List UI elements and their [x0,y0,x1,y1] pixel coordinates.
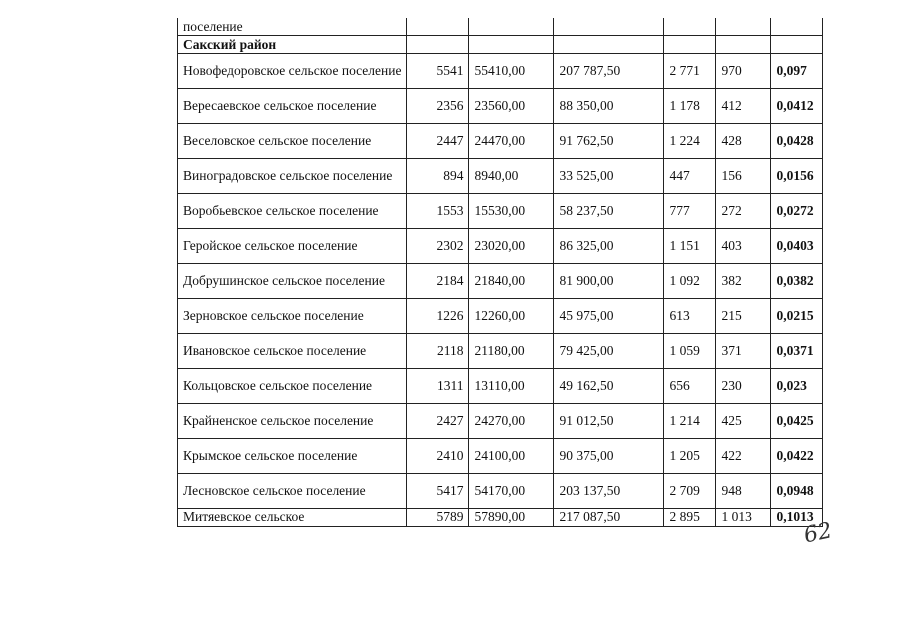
cell-c6: 0,0428 [771,124,823,159]
table-row [178,54,823,89]
settlement-name: Веселовское сельское поселение [178,124,407,159]
cell-c5: 371 [716,334,771,369]
cell-c2: 23020,00 [469,229,554,264]
cell-c3: 49 162,50 [554,369,664,404]
cell-c5: 272 [716,194,771,229]
table-row [178,404,823,439]
cell-c4: 777 [664,194,716,229]
table-row [178,264,823,299]
settlement-name: Геройское сельское поселение [178,229,407,264]
cell-c2: 15530,00 [469,194,554,229]
cell-c6: 0,0425 [771,404,823,439]
cell-c1: 2302 [407,229,469,264]
cell-c6: 0,1013 [771,509,823,527]
cell-c5: 1 013 [716,509,771,527]
cell-c6: 0,0403 [771,229,823,264]
cell-c6: 0,023 [771,369,823,404]
cell-c3: 91 762,50 [554,124,664,159]
cell-c4: 2 709 [664,474,716,509]
cell-c2: 24270,00 [469,404,554,439]
cell-c5: 230 [716,369,771,404]
cell-c2: 12260,00 [469,299,554,334]
cell-c3: 91 012,50 [554,404,664,439]
cell-c3: 45 975,00 [554,299,664,334]
cell-c1: 2184 [407,264,469,299]
cell-c3: 207 787,50 [554,54,664,89]
cell-c2: 57890,00 [469,509,554,527]
settlement-name: Добрушинское сельское поселение [178,264,407,299]
cell-c3: 217 087,50 [554,509,664,527]
cell-c1: 894 [407,159,469,194]
cell-c4: 1 178 [664,89,716,124]
cell-c1: 5417 [407,474,469,509]
cell-c6: 0,0371 [771,334,823,369]
table-row [178,334,823,369]
table-row [178,299,823,334]
cell-c1: 2118 [407,334,469,369]
cell-c1: 2410 [407,439,469,474]
cell-c6: 0,0948 [771,474,823,509]
cell-c5: 382 [716,264,771,299]
table-row [178,159,823,194]
cell-c5: 403 [716,229,771,264]
continued-row [178,18,823,36]
cell-c1: 1311 [407,369,469,404]
settlement-name: Лесновское сельское поселение [178,474,407,509]
settlement-name: Вересаевское сельское поселение [178,89,407,124]
cell-c2: 21840,00 [469,264,554,299]
cell-c5: 425 [716,404,771,439]
cell-c5: 156 [716,159,771,194]
table-row [178,509,823,527]
settlement-name: Виноградовское сельское поселение [178,159,407,194]
cell-c5: 970 [716,54,771,89]
cell-c1: 5541 [407,54,469,89]
table-row [178,89,823,124]
cell-c6: 0,0422 [771,439,823,474]
region-name: Сакский район [178,36,407,54]
cell-c6: 0,0215 [771,299,823,334]
cell-c3: 86 325,00 [554,229,664,264]
cell-c1: 1226 [407,299,469,334]
cell-c2: 13110,00 [469,369,554,404]
cell-c1: 2447 [407,124,469,159]
cell-c3: 203 137,50 [554,474,664,509]
cell-c2: 24470,00 [469,124,554,159]
cell-c2: 21180,00 [469,334,554,369]
table-row [178,439,823,474]
settlement-name: Митяевское сельское [178,509,407,527]
cell-c3: 58 237,50 [554,194,664,229]
cell-c2: 55410,00 [469,54,554,89]
cell-c4: 1 059 [664,334,716,369]
region-header-row [178,36,823,54]
cell-c1: 5789 [407,509,469,527]
cell-c1: 2427 [407,404,469,439]
settlement-name: Кольцовское сельское поселение [178,369,407,404]
cell-c4: 1 205 [664,439,716,474]
cell-c6: 0,097 [771,54,823,89]
cell-c4: 1 214 [664,404,716,439]
cell-c2: 23560,00 [469,89,554,124]
cell-c4: 1 151 [664,229,716,264]
settlement-name: Зерновское сельское поселение [178,299,407,334]
handwritten-page-number: 62 [801,518,835,549]
cell-c3: 81 900,00 [554,264,664,299]
table-row [178,474,823,509]
cell-c2: 24100,00 [469,439,554,474]
cell-c5: 428 [716,124,771,159]
cell-c4: 1 224 [664,124,716,159]
cell-c3: 88 350,00 [554,89,664,124]
table-row [178,194,823,229]
cell-c5: 948 [716,474,771,509]
table-row [178,124,823,159]
settlement-name: Ивановское сельское поселение [178,334,407,369]
table-row [178,229,823,264]
cell-c4: 1 092 [664,264,716,299]
cell-c4: 447 [664,159,716,194]
cell-c5: 412 [716,89,771,124]
settlement-name-fragment: поселение [178,18,407,36]
cell-c4: 613 [664,299,716,334]
cell-c4: 2 895 [664,509,716,527]
cell-c5: 422 [716,439,771,474]
settlement-name: Воробьевское сельское поселение [178,194,407,229]
settlement-name: Крымское сельское поселение [178,439,407,474]
cell-c2: 54170,00 [469,474,554,509]
cell-c4: 2 771 [664,54,716,89]
cell-c1: 2356 [407,89,469,124]
cell-c1: 1553 [407,194,469,229]
cell-c3: 79 425,00 [554,334,664,369]
settlement-name: Новофедоровское сельское поселение [178,54,407,89]
cell-c4: 656 [664,369,716,404]
cell-c3: 90 375,00 [554,439,664,474]
cell-c6: 0,0272 [771,194,823,229]
settlements-table [177,18,823,527]
cell-c5: 215 [716,299,771,334]
table-row [178,369,823,404]
cell-c6: 0,0156 [771,159,823,194]
settlement-name: Крайненское сельское поселение [178,404,407,439]
cell-c6: 0,0412 [771,89,823,124]
cell-c2: 8940,00 [469,159,554,194]
cell-c6: 0,0382 [771,264,823,299]
cell-c3: 33 525,00 [554,159,664,194]
